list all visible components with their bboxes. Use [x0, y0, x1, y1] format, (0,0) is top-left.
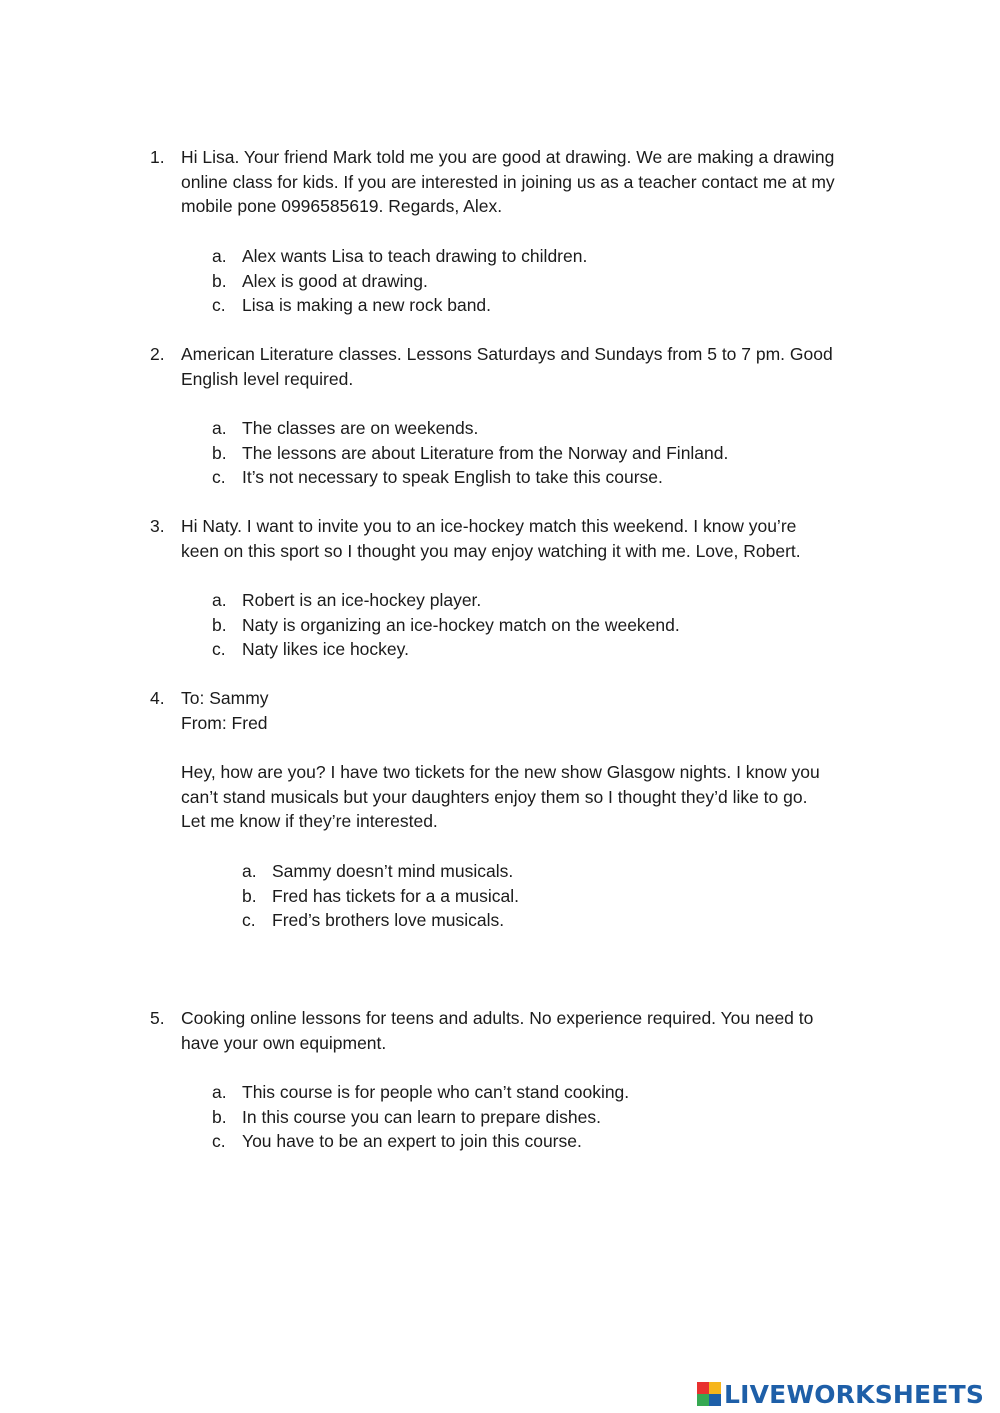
- question-line: Let me know if they’re interested.: [181, 811, 438, 832]
- question-line: online class for kids. If you are interested in joining us as a teacher contact me at my: [181, 171, 835, 192]
- question-number: 4.: [150, 688, 165, 708]
- question-line: mobile pone 0996585619. Regards, Alex.: [181, 196, 503, 217]
- logo-square-blue: [709, 1394, 721, 1406]
- option-letter: c.: [212, 639, 226, 660]
- question-line: can’t stand musicals but your daughters enjoy them so I thought they’d like to go.: [181, 786, 808, 807]
- question-line: Hi Naty. I want to invite you to an ice-hockey match this weekend. I know you’re: [181, 516, 797, 536]
- option-text: The lessons are about Literature from the Norway and Finland.: [242, 442, 729, 463]
- question-text: [181, 760, 881, 834]
- question-line: American Literature classes. Lessons Saturdays and Sundays from 5 to 7 pm. Good: [181, 344, 833, 364]
- question-line: keen on this sport so I thought you may enjoy watching it with me. Love, Robert.: [181, 540, 801, 561]
- option-letter: a.: [212, 590, 227, 610]
- option-text: Lisa is making a new rock band.: [242, 295, 492, 316]
- option-text: You have to be an expert to join this course.: [242, 1131, 582, 1152]
- question-text: [181, 145, 881, 219]
- question-number: 5.: [150, 1008, 165, 1028]
- option-text: Fred’s brothers love musicals.: [272, 910, 505, 931]
- to-line: To: Sammy: [181, 688, 269, 708]
- question-line: Hi Lisa. Your friend Mark told me you are good at drawing. We are making a drawing: [181, 147, 835, 167]
- question-number: 3.: [150, 516, 165, 536]
- option-letter: b.: [212, 442, 227, 463]
- logo-square-yellow: [709, 1382, 721, 1394]
- option-text: Alex is good at drawing.: [242, 270, 428, 291]
- question-text: [181, 342, 881, 391]
- question-header: [181, 686, 881, 735]
- option-text: This course is for people who can’t stand cooking.: [242, 1082, 630, 1102]
- question-line: Cooking online lessons for teens and adults. No experience required. You need to: [181, 1008, 814, 1028]
- logo-square-red: [697, 1382, 709, 1394]
- option-text: Naty is organizing an ice-hockey match on the weekend.: [242, 614, 680, 635]
- option-letter: c.: [212, 295, 226, 316]
- option-letter: a.: [212, 418, 227, 438]
- option-text: Fred has tickets for a a musical.: [272, 885, 520, 906]
- option-text: Robert is an ice-hockey player.: [242, 590, 482, 610]
- question-text: [181, 1006, 881, 1055]
- option-letter: b.: [212, 270, 227, 291]
- logo-square-green: [697, 1394, 709, 1406]
- option-text: In this course you can learn to prepare dishes.: [242, 1106, 601, 1127]
- option-letter: b.: [212, 1106, 227, 1127]
- question-line: English level required.: [181, 368, 354, 389]
- option-letter: c.: [242, 910, 256, 931]
- option-text: Sammy doesn’t mind musicals.: [272, 861, 514, 881]
- question-number: 1.: [150, 147, 165, 167]
- option-letter: a.: [242, 861, 257, 881]
- option-letter: b.: [242, 885, 257, 906]
- question-number: 2.: [150, 344, 165, 364]
- question-line: have your own equipment.: [181, 1032, 387, 1053]
- option-letter: c.: [212, 1131, 226, 1152]
- question-line: Hey, how are you? I have two tickets for the new show Glasgow nights. I know you: [181, 762, 820, 782]
- option-text: The classes are on weekends.: [242, 418, 479, 438]
- option-letter: b.: [212, 614, 227, 635]
- question-text: [181, 514, 881, 563]
- logo-text: LIVEWORKSHEETS: [724, 1379, 985, 1409]
- liveworksheets-logo-icon: [697, 1382, 721, 1406]
- liveworksheets-logo[interactable]: [697, 1379, 984, 1409]
- from-line: From: Fred: [181, 712, 268, 733]
- option-text: Alex wants Lisa to teach drawing to children.: [242, 246, 588, 266]
- option-letter: c.: [212, 467, 226, 488]
- option-text: Naty likes ice hockey.: [242, 639, 409, 660]
- option-letter: a.: [212, 1082, 227, 1102]
- option-text: It’s not necessary to speak English to take this course.: [242, 467, 663, 488]
- option-letter: a.: [212, 246, 227, 266]
